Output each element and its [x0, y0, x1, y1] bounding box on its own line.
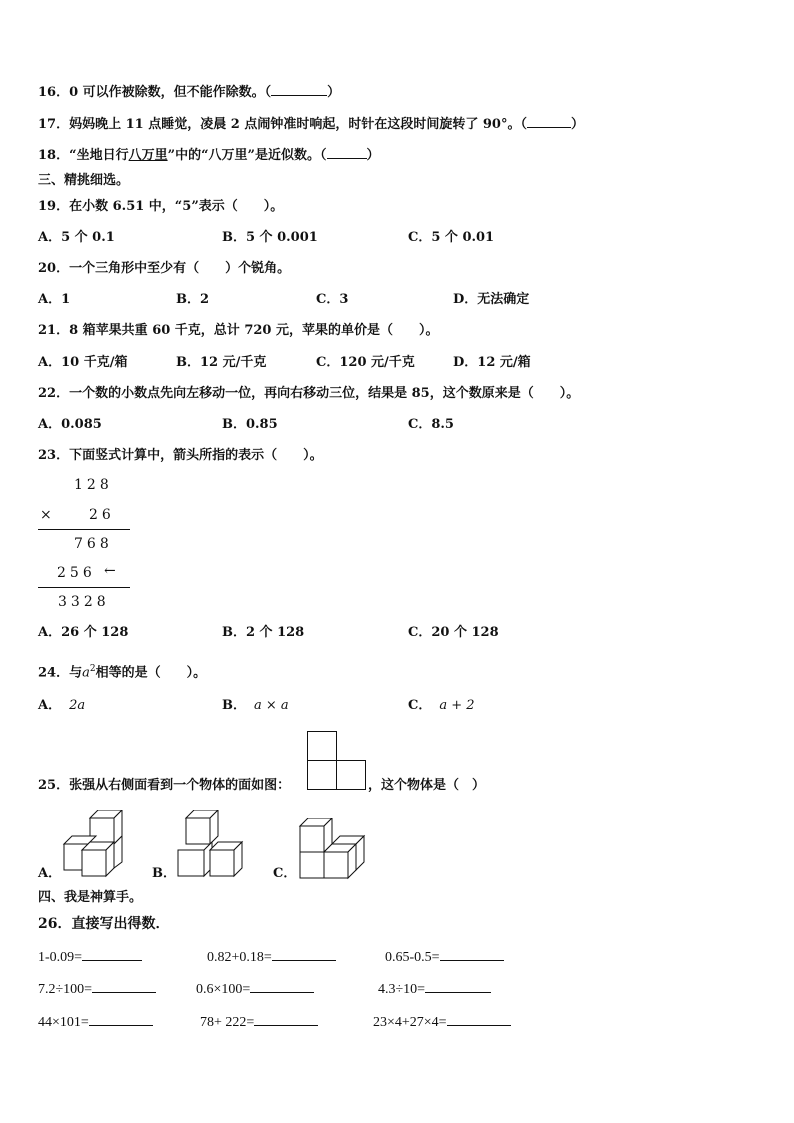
- question-25-text-2: ，这个物体是（ ）: [368, 778, 486, 793]
- answer-blank[interactable]: [89, 1011, 153, 1026]
- calc-expression: 0.82+0.18=: [207, 950, 272, 965]
- cube-figure-b[interactable]: [176, 810, 244, 880]
- calc-item: [38, 946, 142, 966]
- arrow-icon: ←: [104, 563, 116, 579]
- calc-item: [378, 978, 491, 998]
- answer-blank[interactable]: [254, 1011, 318, 1026]
- option-b[interactable]: B．0.85: [222, 417, 278, 432]
- question-18-text: 18．“坐地日行: [38, 148, 129, 163]
- question-20: 20．一个三角形中至少有（ ）个锐角。: [38, 261, 291, 276]
- option-c[interactable]: C．120 元/千克: [316, 355, 415, 370]
- option-label: A．: [38, 698, 62, 713]
- option-a[interactable]: A．10 千克/箱: [38, 355, 128, 370]
- option-c[interactable]: [408, 698, 475, 714]
- rule-line: [38, 529, 130, 530]
- section-4-heading: 四、我是神算手。: [38, 890, 143, 905]
- times-sign: ×: [40, 507, 56, 523]
- answer-blank[interactable]: [82, 946, 142, 961]
- question-18: [38, 146, 380, 164]
- option-d[interactable]: D．12 元/箱: [453, 355, 531, 370]
- question-16: [38, 83, 340, 101]
- cube-figure-c[interactable]: [298, 818, 370, 880]
- option-c-label[interactable]: C．: [273, 866, 297, 881]
- calc-item: [207, 946, 336, 966]
- question-24-text-2: 相等的是（ ）。: [95, 665, 207, 681]
- underlined-term: 八万里: [128, 148, 168, 163]
- option-b[interactable]: B．12 元/千克: [176, 355, 267, 370]
- square: [307, 760, 337, 790]
- rule-line: [38, 587, 130, 588]
- multiplier: 26: [89, 507, 115, 523]
- option-b[interactable]: B．5 个 0.001: [222, 230, 318, 245]
- calc-item: [385, 946, 504, 966]
- calc-expression: 7.2÷100=: [38, 982, 93, 997]
- option-a[interactable]: A．0.085: [38, 417, 102, 432]
- calc-item: [373, 1011, 511, 1031]
- paren-close: ）: [327, 85, 341, 100]
- option-label: C．: [408, 698, 432, 713]
- option-d[interactable]: D．无法确定: [453, 292, 530, 307]
- question-17-text: 17．妈妈晚上 11 点睡觉，凌晨 2 点闹钟准时响起，时针在这段时间旋转了 90°。（: [38, 117, 527, 132]
- option-a[interactable]: A．1: [38, 292, 71, 307]
- question-17: [38, 115, 584, 133]
- paren-close: ）: [366, 148, 380, 163]
- calc-expression: 0.6×100=: [196, 982, 251, 997]
- product: 3328: [58, 594, 110, 610]
- question-19: 19．在小数 6.51 中，“5”表示（ ）。: [38, 199, 284, 214]
- square: [307, 731, 337, 761]
- option-label: B．: [222, 698, 246, 713]
- answer-blank[interactable]: [250, 978, 314, 993]
- calc-expression: 4.3÷10=: [378, 982, 426, 997]
- multiplicand: 128: [74, 477, 113, 493]
- question-16-text: 16．0 可以作被除数，但不能作除数。（: [38, 85, 272, 100]
- option-a[interactable]: [38, 698, 85, 714]
- answer-blank[interactable]: [440, 946, 504, 961]
- option-c[interactable]: C．3: [316, 292, 349, 307]
- partial-product-1: 768: [74, 536, 113, 552]
- calc-expression: 0.65-0.5=: [385, 950, 440, 965]
- answer-blank[interactable]: [527, 115, 571, 128]
- question-18-text-2: ”中的“八万里”是近似数。（: [167, 148, 327, 163]
- option-a[interactable]: A．5 个 0.1: [38, 230, 115, 245]
- question-23: 23．下面竖式计算中，箭头所指的表示（ ）。: [38, 448, 323, 463]
- variable: a: [82, 665, 90, 681]
- calc-item: [38, 1011, 153, 1031]
- question-24-text: 24．与: [38, 665, 83, 681]
- option-expression: a + 2: [439, 698, 475, 713]
- question-26: 26．直接写出得数．: [38, 916, 170, 932]
- option-c[interactable]: C．5 个 0.01: [408, 230, 495, 245]
- answer-blank[interactable]: [447, 1011, 511, 1026]
- option-expression: a × a: [254, 698, 289, 713]
- calc-item: [196, 978, 314, 998]
- question-22: 22．一个数的小数点先向左移动一位，再向右移动三位，结果是 85，这个数原来是（ ）。: [38, 386, 580, 401]
- partial-product-2: 256: [57, 565, 96, 581]
- calc-expression: 78+ 222=: [200, 1015, 255, 1030]
- calc-expression: 1-0.09=: [38, 950, 83, 965]
- answer-blank[interactable]: [425, 978, 491, 993]
- section-3-heading: 三、精挑细选。: [38, 173, 130, 188]
- question-21: 21．8 箱苹果共重 60 千克，总计 720 元，苹果的单价是（ ）。: [38, 323, 439, 338]
- exponent: 2: [89, 664, 96, 674]
- answer-blank[interactable]: [271, 83, 327, 96]
- cube-figure-a[interactable]: [62, 810, 126, 880]
- question-25-text: 25．张强从右侧面看到一个物体的面如图：: [38, 778, 291, 793]
- question-24: [38, 661, 206, 681]
- calc-item: [38, 978, 156, 998]
- calc-item: [200, 1011, 318, 1031]
- calc-expression: 23×4+27×4=: [373, 1015, 447, 1030]
- paren-close: ）: [570, 117, 584, 132]
- option-expression: 2a: [69, 698, 86, 713]
- option-c[interactable]: C．20 个 128: [408, 625, 499, 640]
- square: [336, 760, 366, 790]
- calc-expression: 44×101=: [38, 1015, 89, 1030]
- answer-blank[interactable]: [272, 946, 336, 961]
- answer-blank[interactable]: [92, 978, 156, 993]
- option-b-label[interactable]: B．: [152, 866, 176, 881]
- option-b[interactable]: B．2 个 128: [222, 625, 305, 640]
- option-a[interactable]: A．26 个 128: [38, 625, 129, 640]
- option-b[interactable]: B．2: [176, 292, 210, 307]
- option-b[interactable]: [222, 698, 289, 714]
- side-view-figure: [307, 731, 367, 790]
- option-a-label[interactable]: A．: [38, 866, 62, 881]
- option-c[interactable]: C．8.5: [408, 417, 454, 432]
- answer-blank[interactable]: [327, 146, 367, 159]
